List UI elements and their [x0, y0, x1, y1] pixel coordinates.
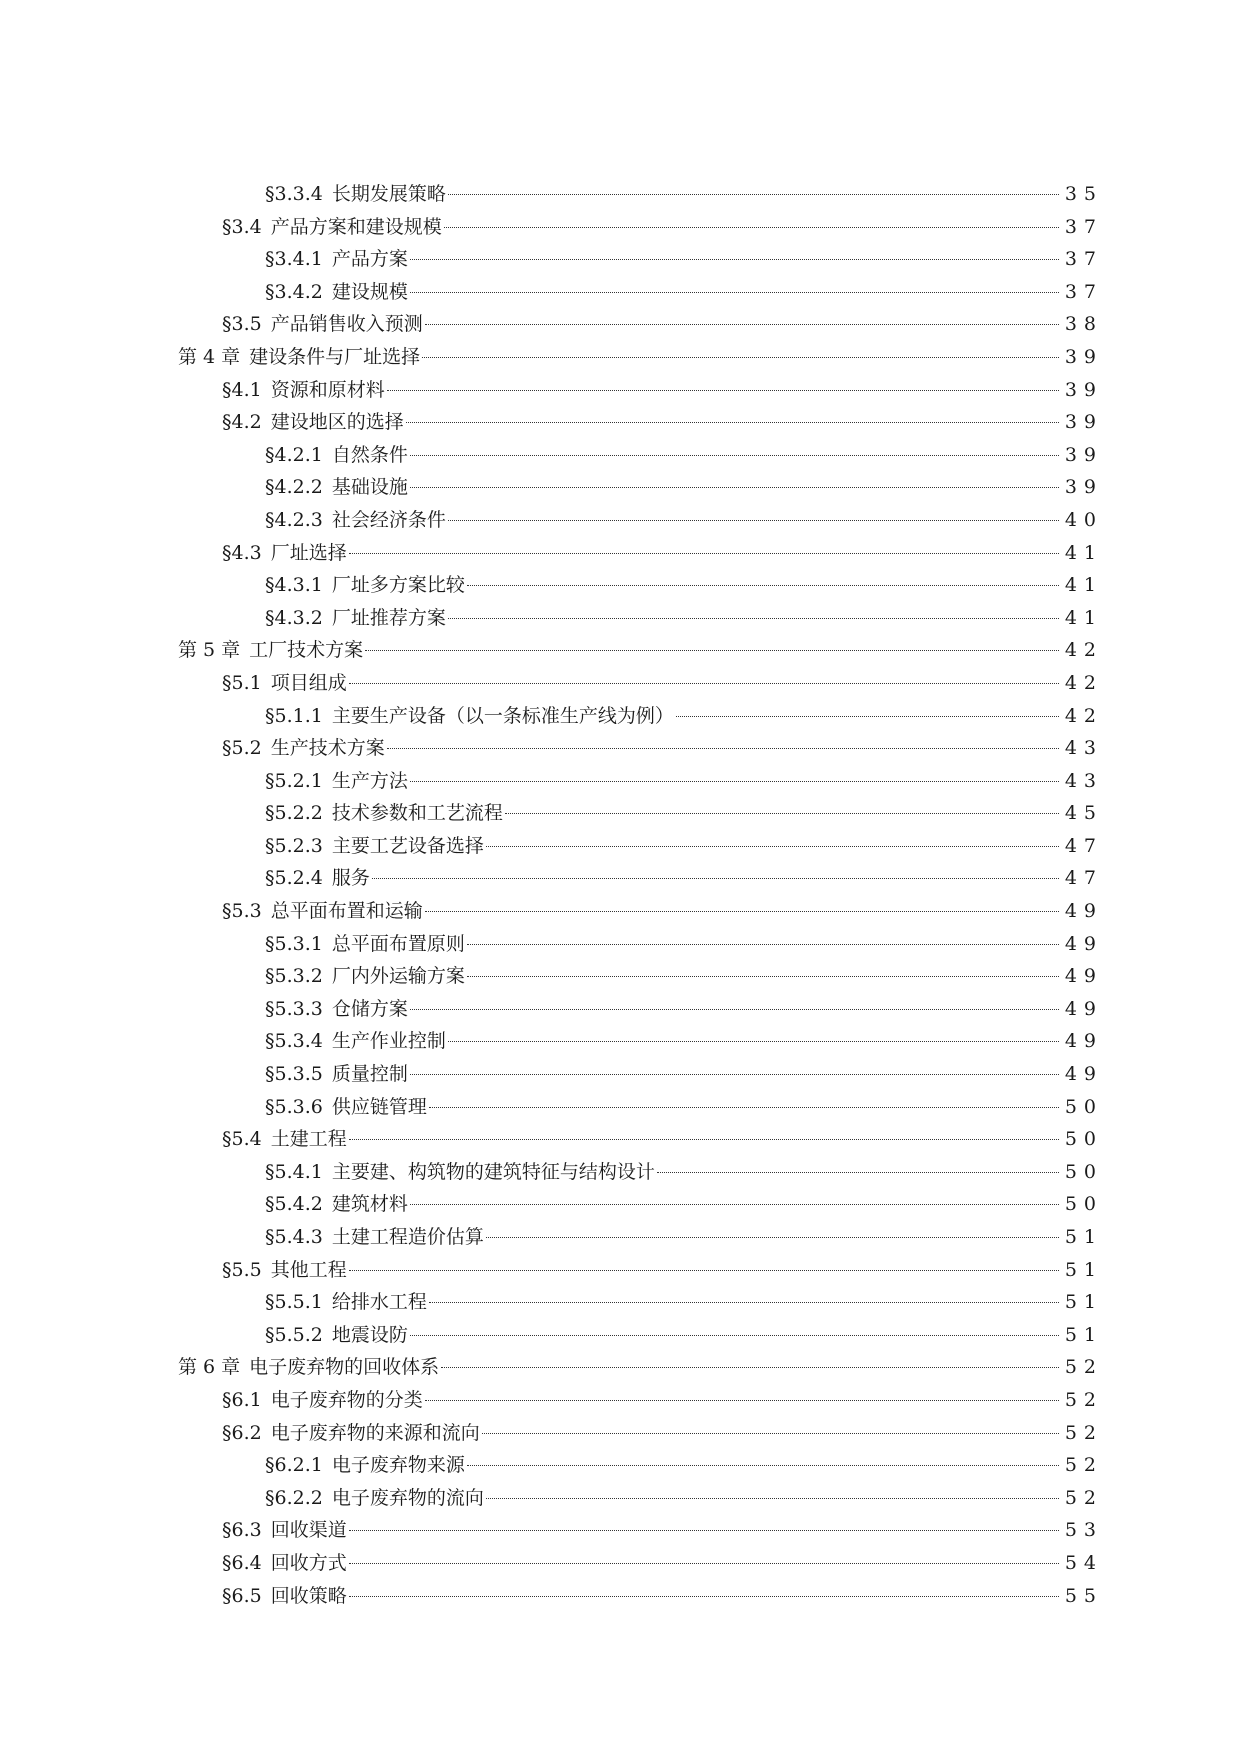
toc-entry[interactable] — [178, 1351, 1103, 1384]
toc-entry[interactable] — [178, 1384, 1103, 1417]
toc-entry-number: §5.4.3 — [265, 1226, 323, 1248]
toc-entry-number: 第 5 章 — [178, 639, 241, 662]
toc-entry-title: 厂内外运输方案 — [331, 965, 465, 988]
toc-entry[interactable] — [178, 504, 1103, 537]
toc-entry-title: 基础设施 — [331, 476, 408, 499]
toc-entry[interactable] — [178, 211, 1103, 244]
toc-entry-page-number: 37 — [1064, 248, 1103, 271]
toc-entry[interactable] — [178, 439, 1103, 472]
toc-entry-title: 产品销售收入预测 — [270, 313, 423, 336]
toc-entry-number: §3.4.1 — [265, 248, 323, 271]
toc-entry[interactable] — [178, 1123, 1103, 1156]
toc-entry-page-number: 54 — [1064, 1551, 1103, 1574]
toc-entry-page-number: 47 — [1064, 867, 1103, 890]
dot-leader — [422, 357, 1059, 358]
toc-entry[interactable] — [178, 1319, 1103, 1352]
toc-entry-page-number: 50 — [1064, 1128, 1103, 1151]
toc-entry-number: §5.5.1 — [265, 1291, 323, 1314]
toc-entry-number: §5.2.3 — [265, 834, 323, 857]
dot-leader — [349, 1139, 1059, 1140]
dot-leader — [486, 846, 1059, 847]
dot-leader — [486, 1498, 1059, 1499]
toc-entry-page-number: 41 — [1064, 541, 1103, 564]
toc-entry-title: 资源和原材料 — [270, 378, 385, 401]
toc-entry-number: §3.5 — [222, 313, 262, 336]
toc-entry-page-number: 45 — [1064, 802, 1103, 825]
dot-leader — [441, 1367, 1059, 1368]
toc-entry[interactable] — [178, 1221, 1103, 1254]
toc-entry-page-number: 41 — [1064, 606, 1103, 629]
toc-entry-title: 电子废弃物的分类 — [270, 1388, 423, 1411]
toc-entry[interactable] — [178, 308, 1103, 341]
dot-leader — [467, 1465, 1059, 1466]
toc-entry-number: §5.2.2 — [265, 802, 323, 825]
toc-entry-number: §5.4.1 — [265, 1160, 323, 1183]
dot-leader — [448, 1041, 1059, 1042]
toc-entry-number: §3.4 — [222, 215, 262, 238]
toc-entry[interactable] — [178, 667, 1103, 700]
toc-entry-page-number: 37 — [1064, 215, 1103, 238]
toc-entry-title: 其他工程 — [270, 1258, 347, 1281]
dot-leader — [448, 194, 1059, 195]
toc-entry-page-number: 52 — [1064, 1421, 1103, 1444]
toc-entry-title: 生产作业控制 — [331, 1030, 446, 1053]
dot-leader — [486, 1237, 1059, 1238]
dot-leader — [349, 1596, 1059, 1597]
toc-entry-page-number: 51 — [1064, 1323, 1103, 1346]
dot-leader — [425, 324, 1059, 325]
toc-entry-number: §5.3 — [222, 900, 262, 923]
toc-entry[interactable] — [178, 537, 1103, 570]
toc-entry-title: 土建工程 — [270, 1128, 347, 1151]
toc-entry[interactable] — [178, 895, 1103, 928]
toc-entry[interactable] — [178, 569, 1103, 602]
toc-entry-number: §5.1.1 — [265, 704, 323, 727]
toc-entry-title: 供应链管理 — [331, 1095, 427, 1118]
dot-leader — [448, 520, 1059, 521]
toc-entry-number: §6.4 — [222, 1551, 262, 1574]
toc-entry-title: 主要建、构筑物的建筑特征与结构设计 — [331, 1160, 655, 1183]
toc-entry-number: §4.1 — [222, 378, 262, 401]
toc-entry-title: 厂址推荐方案 — [331, 606, 446, 629]
toc-entry-number: §4.2 — [222, 411, 262, 434]
toc-entry-title: 质量控制 — [331, 1063, 408, 1086]
toc-entry-title: 电子废弃物的来源和流向 — [270, 1421, 480, 1444]
toc-entry[interactable] — [178, 732, 1103, 765]
toc-entry-page-number: 51 — [1064, 1258, 1103, 1281]
toc-entry-number: §5.5 — [222, 1258, 262, 1281]
toc-entry-page-number: 50 — [1064, 1160, 1103, 1183]
toc-entry-number: §4.2.3 — [265, 508, 323, 531]
toc-entry-number: §4.3 — [222, 541, 262, 564]
toc-entry[interactable] — [178, 276, 1103, 309]
toc-entry-page-number: 42 — [1064, 704, 1103, 727]
toc-entry-number: §6.2 — [222, 1421, 262, 1444]
toc-entry-title: 生产方法 — [331, 769, 408, 792]
toc-entry-number: §6.2.1 — [265, 1454, 323, 1477]
dot-leader — [349, 1530, 1059, 1531]
toc-entry-page-number: 52 — [1064, 1356, 1103, 1379]
toc-entry-page-number: 35 — [1064, 183, 1103, 205]
dot-leader — [429, 1107, 1059, 1108]
toc-entry-number: §5.3.5 — [265, 1063, 323, 1086]
dot-leader — [387, 748, 1059, 749]
toc-entry[interactable] — [178, 602, 1103, 635]
toc-entry[interactable] — [178, 1449, 1103, 1482]
toc-entry-page-number: 43 — [1064, 769, 1103, 792]
dot-leader — [410, 292, 1059, 293]
toc-entry-title: 地震设防 — [331, 1323, 408, 1346]
dot-leader — [410, 455, 1059, 456]
dot-leader — [467, 944, 1059, 945]
toc-entry-page-number: 39 — [1064, 378, 1103, 401]
toc-entry-page-number: 51 — [1064, 1226, 1103, 1248]
dot-leader — [387, 390, 1059, 391]
toc-entry[interactable] — [178, 471, 1103, 504]
toc-entry-title: 建设条件与厂址选择 — [249, 345, 421, 368]
table-of-contents — [178, 178, 1103, 1612]
toc-entry-number: §6.3 — [222, 1519, 262, 1542]
toc-entry-number: §5.4.2 — [265, 1193, 323, 1216]
toc-entry-page-number: 51 — [1064, 1291, 1103, 1314]
toc-entry[interactable] — [178, 243, 1103, 276]
toc-entry-page-number: 49 — [1064, 1063, 1103, 1086]
toc-entry-title: 电子废弃物的回收体系 — [249, 1356, 440, 1379]
dot-leader — [467, 976, 1059, 977]
toc-entry-number: §5.4 — [222, 1128, 262, 1151]
toc-entry[interactable] — [178, 960, 1103, 993]
toc-entry-page-number: 39 — [1064, 411, 1103, 434]
toc-entry-page-number: 49 — [1064, 932, 1103, 955]
toc-entry[interactable] — [178, 1547, 1103, 1580]
toc-entry-page-number: 52 — [1064, 1486, 1103, 1509]
toc-entry-page-number: 39 — [1064, 476, 1103, 499]
dot-leader — [448, 618, 1059, 619]
toc-entry[interactable] — [178, 1025, 1103, 1058]
dot-leader — [429, 1302, 1059, 1303]
toc-entry[interactable] — [178, 178, 1103, 211]
dot-leader — [410, 487, 1059, 488]
toc-entry[interactable] — [178, 1188, 1103, 1221]
toc-entry-title: 建设规模 — [331, 280, 408, 303]
toc-entry-number: §6.5 — [222, 1584, 262, 1607]
toc-entry[interactable] — [178, 374, 1103, 407]
toc-entry[interactable] — [178, 1482, 1103, 1515]
toc-entry-page-number: 52 — [1064, 1388, 1103, 1411]
toc-entry-number: §4.2.2 — [265, 476, 323, 499]
toc-entry-page-number: 42 — [1064, 639, 1103, 662]
toc-entry-number: §3.3.4 — [265, 183, 323, 205]
toc-entry-page-number: 37 — [1064, 280, 1103, 303]
toc-entry-number: 第 6 章 — [178, 1356, 241, 1379]
dot-leader — [406, 422, 1059, 423]
dot-leader — [349, 1270, 1059, 1271]
toc-entry-page-number: 47 — [1064, 834, 1103, 857]
toc-entry-page-number: 39 — [1064, 345, 1103, 368]
toc-entry-title: 建筑材料 — [331, 1193, 408, 1216]
toc-entry-number: §5.2.1 — [265, 769, 323, 792]
toc-entry-page-number: 50 — [1064, 1193, 1103, 1216]
toc-entry-page-number: 40 — [1064, 508, 1103, 531]
toc-entry-title: 主要工艺设备选择 — [331, 834, 484, 857]
toc-entry[interactable] — [178, 700, 1103, 733]
toc-entry[interactable] — [178, 1058, 1103, 1091]
toc-entry-number: 第 4 章 — [178, 345, 241, 368]
dot-leader — [365, 650, 1059, 651]
toc-entry-title: 总平面布置和运输 — [270, 900, 423, 923]
toc-entry[interactable] — [178, 797, 1103, 830]
toc-entry-title: 回收策略 — [270, 1584, 347, 1607]
toc-entry-page-number: 42 — [1064, 671, 1103, 694]
toc-entry-title: 厂址多方案比较 — [331, 574, 465, 597]
toc-entry-page-number: 38 — [1064, 313, 1103, 336]
dot-leader — [349, 1563, 1059, 1564]
dot-leader — [410, 259, 1059, 260]
toc-entry-title: 生产技术方案 — [270, 737, 385, 760]
toc-entry-title: 厂址选择 — [270, 541, 347, 564]
toc-entry-number: §6.2.2 — [265, 1486, 323, 1509]
toc-entry-number: §5.3.2 — [265, 965, 323, 988]
toc-entry-number: §5.2.4 — [265, 867, 323, 890]
toc-entry-title: 服务 — [331, 867, 370, 890]
toc-entry[interactable] — [178, 341, 1103, 374]
toc-entry[interactable] — [178, 765, 1103, 798]
toc-entry-title: 总平面布置原则 — [331, 932, 465, 955]
toc-entry-page-number: 49 — [1064, 997, 1103, 1020]
dot-leader — [505, 813, 1059, 814]
toc-entry-page-number: 49 — [1064, 900, 1103, 923]
toc-entry-number: §5.5.2 — [265, 1323, 323, 1346]
toc-entry[interactable] — [178, 406, 1103, 439]
toc-entry-page-number: 49 — [1064, 1030, 1103, 1053]
toc-entry-number: §5.3.3 — [265, 997, 323, 1020]
dot-leader — [372, 878, 1059, 879]
toc-entry-title: 土建工程造价估算 — [331, 1226, 484, 1248]
toc-entry[interactable] — [178, 1091, 1103, 1124]
toc-entry[interactable] — [178, 1417, 1103, 1450]
dot-leader — [349, 553, 1059, 554]
toc-entry-page-number: 41 — [1064, 574, 1103, 597]
toc-entry-title: 回收渠道 — [270, 1519, 347, 1542]
toc-entry-number: §3.4.2 — [265, 280, 323, 303]
toc-entry-title: 技术参数和工艺流程 — [331, 802, 503, 825]
toc-entry-number: §6.1 — [222, 1388, 262, 1411]
toc-entry-page-number: 50 — [1064, 1095, 1103, 1118]
dot-leader — [425, 911, 1059, 912]
dot-leader — [425, 1400, 1059, 1401]
toc-entry-title: 自然条件 — [331, 443, 408, 466]
dot-leader — [410, 1335, 1059, 1336]
toc-entry[interactable] — [178, 1156, 1103, 1189]
dot-leader — [657, 1172, 1059, 1173]
toc-entry-title: 工厂技术方案 — [249, 639, 364, 662]
toc-entry-title: 长期发展策略 — [331, 183, 446, 205]
toc-entry-number: §5.1 — [222, 671, 262, 694]
dot-leader — [482, 1433, 1059, 1434]
toc-entry[interactable] — [178, 634, 1103, 667]
toc-entry-page-number: 39 — [1064, 443, 1103, 466]
dot-leader — [444, 227, 1059, 228]
toc-entry[interactable] — [178, 993, 1103, 1026]
toc-entry-title: 电子废弃物的流向 — [331, 1486, 484, 1509]
toc-entry-title: 产品方案和建设规模 — [270, 215, 442, 238]
toc-entry[interactable] — [178, 1254, 1103, 1287]
toc-entry[interactable] — [178, 1514, 1103, 1547]
dot-leader — [349, 683, 1059, 684]
toc-entry-page-number: 49 — [1064, 965, 1103, 988]
toc-entry[interactable] — [178, 830, 1103, 863]
toc-entry-number: §5.2 — [222, 737, 262, 760]
toc-entry-title: 建设地区的选择 — [270, 411, 404, 434]
toc-entry[interactable] — [178, 928, 1103, 961]
toc-entry-title: 回收方式 — [270, 1551, 347, 1574]
toc-entry[interactable] — [178, 862, 1103, 895]
toc-entry-title: 项目组成 — [270, 671, 347, 694]
dot-leader — [410, 1009, 1059, 1010]
dot-leader — [410, 1204, 1059, 1205]
toc-entry-title: 主要生产设备（以一条标准生产线为例） — [331, 704, 674, 727]
toc-entry-number: §4.2.1 — [265, 443, 323, 466]
dot-leader — [676, 716, 1059, 717]
toc-entry-number: §5.3.6 — [265, 1095, 323, 1118]
dot-leader — [410, 1074, 1059, 1075]
toc-entry[interactable] — [178, 1286, 1103, 1319]
toc-entry-number: §4.3.1 — [265, 574, 323, 597]
dot-leader — [410, 781, 1059, 782]
toc-entry-page-number: 43 — [1064, 737, 1103, 760]
toc-entry-number: §5.3.4 — [265, 1030, 323, 1053]
toc-entry-page-number: 53 — [1064, 1519, 1103, 1542]
toc-entry[interactable] — [178, 1580, 1103, 1613]
toc-entry-page-number: 52 — [1064, 1454, 1103, 1477]
toc-entry-title: 仓储方案 — [331, 997, 408, 1020]
toc-entry-title: 电子废弃物来源 — [331, 1454, 465, 1477]
toc-entry-number: §5.3.1 — [265, 932, 323, 955]
dot-leader — [467, 585, 1059, 586]
toc-entry-title: 社会经济条件 — [331, 508, 446, 531]
toc-entry-title: 产品方案 — [331, 248, 408, 271]
toc-entry-number: §4.3.2 — [265, 606, 323, 629]
toc-entry-page-number: 55 — [1064, 1584, 1103, 1607]
toc-entry-title: 给排水工程 — [331, 1291, 427, 1314]
